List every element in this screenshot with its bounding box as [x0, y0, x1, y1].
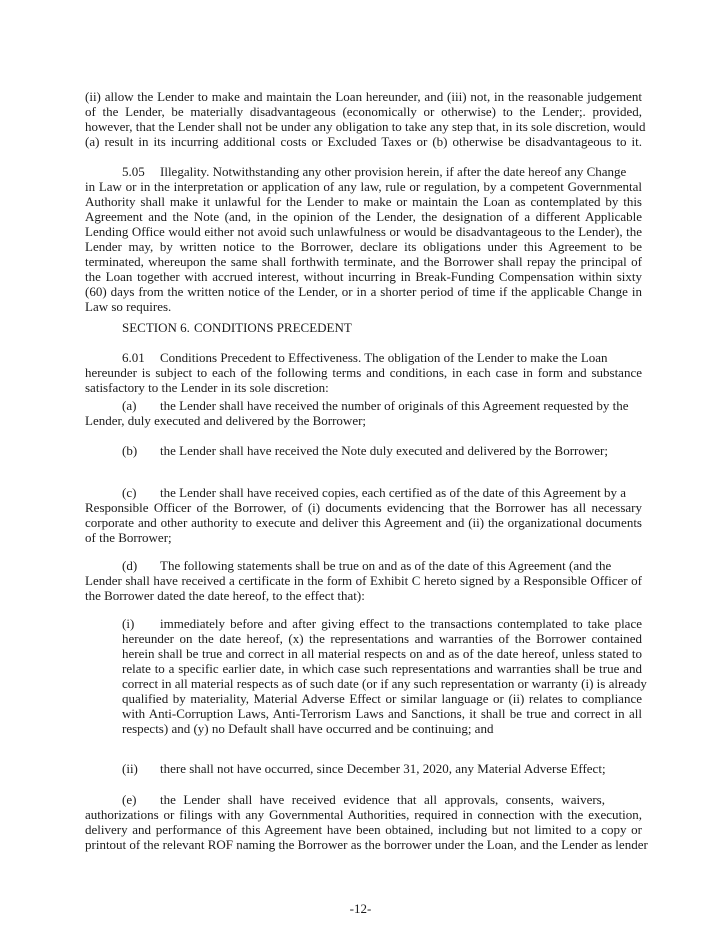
line-text: Lender shall have received a certificate in the form of Exhibit C hereto signed by a Responsible Officer of	[85, 573, 642, 588]
text-line	[85, 792, 642, 807]
text-line	[85, 500, 642, 515]
line-text: there shall not have occurred, since December 31, 2020, any Material Adverse Effect;	[160, 761, 606, 776]
text-line	[122, 721, 642, 736]
paragraph-label: (i)	[122, 616, 135, 631]
text-line	[122, 676, 647, 691]
text-line	[85, 398, 642, 413]
line-text: however, that the Lender shall not be under any obligation to take any step that, in its sole discretion, would	[85, 119, 646, 134]
line-text: in Law or in the interpretation or application of any law, rule or regulation, by a competent Governmental	[85, 179, 642, 194]
text-line	[85, 350, 642, 365]
text-line	[85, 164, 642, 179]
paragraph-label: (a)	[122, 398, 137, 413]
line-text: correct in all material respects as of such date (or if any such representation or warranty (i) is already	[122, 676, 647, 691]
text-line	[85, 224, 642, 239]
paragraph-p-505	[85, 164, 642, 314]
text-line	[85, 530, 642, 545]
text-line	[85, 284, 642, 299]
text-line	[85, 269, 642, 284]
paragraph-p-d-ii	[122, 761, 642, 776]
text-line	[122, 661, 642, 676]
text-line	[85, 365, 642, 380]
line-text: herein shall be true and correct in all material respects on and as of the date hereof, unless stated to	[122, 646, 642, 661]
line-text: the Borrower dated the date hereof, to the effect that):	[85, 588, 365, 603]
line-text: hereunder on the date hereof, (x) the representations and warranties of the Borrower contained	[122, 631, 642, 646]
line-text: satisfactory to the Lender in its sole discretion:	[85, 380, 329, 395]
line-text: the Lender shall have received evidence that all approvals, consents, waivers,	[160, 792, 605, 807]
line-text: Lending Office would either not avoid such unlawfulness or would be disadvantageous to the Lender), the	[85, 224, 642, 239]
text-line	[85, 588, 642, 603]
paragraph-label: (ii)	[122, 761, 138, 776]
line-text: The following statements shall be true on and as of the date of this Agreement (and the	[160, 558, 612, 573]
text-line	[85, 380, 642, 395]
paragraph-p-601	[85, 350, 642, 395]
text-line	[85, 299, 642, 314]
line-text: the Lender shall have received the Note duly executed and delivered by the Borrower;	[160, 443, 608, 458]
text-line	[85, 837, 648, 852]
line-text: Conditions Precedent to Effectiveness. The obligation of the Lender to make the Loan	[160, 350, 608, 365]
line-text: with Anti-Corruption Laws, Anti-Terrorism Laws and Sanctions, it shall be true and correct in all	[122, 706, 642, 721]
text-line	[122, 646, 642, 661]
paragraph-label: 6.01	[122, 350, 145, 365]
line-text: respects) and (y) no Default shall have occurred and be continuing; and	[122, 721, 494, 736]
text-line	[85, 134, 642, 149]
line-text: terminated, whereupon the same shall forthwith terminate, and the Borrower shall repay the principal of	[85, 254, 642, 269]
line-text: Responsible Officer of the Borrower, of (i) documents evidencing that the Borrower has all necessary	[85, 500, 642, 515]
page-number: -12-	[349, 901, 372, 916]
line-text: printout of the relevant ROF naming the Borrower as the borrower under the Loan, and the Lender as lender	[85, 837, 648, 852]
text-line	[85, 413, 642, 428]
paragraph-label: (c)	[122, 485, 137, 500]
line-text: (60) days from the written notice of the Lender, or in a shorter period of time if the applicable Change in	[85, 284, 642, 299]
text-line	[85, 558, 642, 573]
paragraph-section-6	[85, 320, 642, 335]
line-text: authorizations or filings with any Governmental Authorities, required in connection with the execution,	[85, 807, 642, 822]
line-text: relate to a specific earlier date, in which case such representations and warranties shall be true and	[122, 661, 642, 676]
line-text: the Loan together with accrued interest, without incurring in Break-Funding Compensation within sixty	[85, 269, 642, 284]
line-text: Illegality. Notwithstanding any other provision herein, if after the date hereof any Change	[160, 164, 627, 179]
line-text: Authority shall make it unlawful for the Lender to make or maintain the Loan as contemplated by this	[85, 194, 642, 209]
line-text: qualified by materiality, Material Adverse Effect or similar language or (ii) relates to compliance	[122, 691, 642, 706]
text-line	[85, 320, 642, 335]
paragraph-label: SECTION 6.	[122, 320, 190, 335]
text-line	[85, 573, 642, 588]
text-line	[85, 239, 642, 254]
text-line	[85, 179, 642, 194]
text-line	[122, 706, 642, 721]
text-line	[85, 515, 642, 530]
paragraph-label: 5.05	[122, 164, 145, 179]
text-line	[85, 194, 642, 209]
paragraph-p-b	[85, 443, 642, 458]
text-line	[85, 443, 642, 458]
line-text: (ii) allow the Lender to make and maintain the Loan hereunder, and (iii) not, in the reasonable judgement	[85, 89, 642, 104]
line-text: Agreement and the Note (and, in the opinion of the Lender, the designation of a different Applicable	[85, 209, 642, 224]
line-text: (a) result in its incurring additional costs or Excluded Taxes or (b) otherwise be disadvantageous to it.	[85, 134, 642, 149]
paragraph-p-a	[85, 398, 642, 428]
paragraph-label: (e)	[122, 792, 137, 807]
paragraph-p-d-i	[122, 616, 647, 736]
text-line	[122, 616, 642, 631]
text-line	[122, 631, 642, 646]
text-line	[85, 807, 642, 822]
text-line	[122, 761, 642, 776]
paragraph-label: (b)	[122, 443, 138, 458]
line-text: hereunder is subject to each of the following terms and conditions, in each case in form and substance	[85, 365, 642, 380]
text-line	[85, 104, 642, 119]
line-text: corporate and other authority to execute and deliver this Agreement and (ii) the organizational documents	[85, 515, 642, 530]
line-text: delivery and performance of this Agreement have been obtained, including but not limited to a copy or	[85, 822, 642, 837]
paragraph-p-cont	[85, 89, 646, 149]
line-text: Law so requires.	[85, 299, 172, 314]
paragraph-p-c	[85, 485, 642, 545]
text-line	[85, 89, 642, 104]
text-line	[85, 822, 642, 837]
text-line	[85, 209, 642, 224]
line-text: of the Lender, be materially disadvantageous (economically or otherwise) to the Lender;. provided,	[85, 104, 642, 119]
line-text: the Lender shall have received the number of originals of this Agreement requested by the	[160, 398, 629, 413]
line-text: Lender, duly executed and delivered by the Borrower;	[85, 413, 367, 428]
paragraph-p-e	[85, 792, 648, 852]
line-text: of the Borrower;	[85, 530, 172, 545]
text-line	[85, 254, 642, 269]
line-text: Lender may, by written notice to the Borrower, declare its obligations under this Agreement to be	[85, 239, 642, 254]
paragraph-p-d	[85, 558, 642, 603]
line-text: the Lender shall have received copies, each certified as of the date of this Agreement by a	[160, 485, 626, 500]
line-text: CONDITIONS PRECEDENT	[194, 320, 352, 335]
paragraph-label: (d)	[122, 558, 138, 573]
text-line	[85, 485, 642, 500]
text-line	[122, 691, 642, 706]
line-text: immediately before and after giving effect to the transactions contemplated to take place	[160, 616, 642, 631]
text-line	[85, 119, 646, 134]
